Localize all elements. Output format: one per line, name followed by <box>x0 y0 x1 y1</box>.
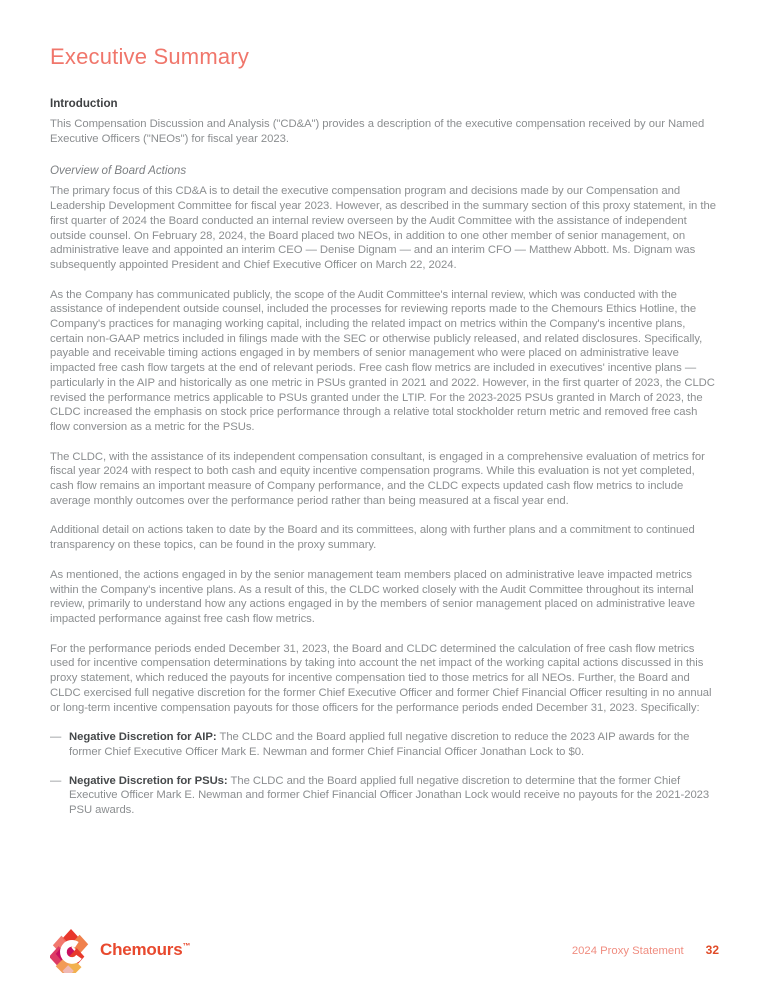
paragraph: As the Company has communicated publicly, the scope of the Audit Committee's internal review, which was conducted with the assistance of independent outside counsel, included the processes for reviewing reports made to the Chemours Ethics Hotline, the Company's practices for managing working capital, including the related impact on metrics within the Company's incentive plans, certain non-GAAP metrics included in filings made with the SEC or otherwise publicly released, and related disclosures. Specifically, payable and receivable timing actions engaged in by members of senior management who were placed on administrative leave impacted free cash flow targets at the end of relevant periods. Free cash flow metrics are included in executives' incentive plans — particularly in the AIP and historically as one metric in PSUs granted in 2021 and 2022. However, in the first quarter of 2023, the CLDC revised the performance metrics applicable to PSUs granted under the LTIP. For the 2023-2025 PSUs granted in March of 2023, the CLDC increased the emphasis on stock price performance through a relative total stockholder return metric and removed free cash flow conversion as a metric for the PSUs. <box>50 288 715 433</box>
page-footer <box>50 926 719 974</box>
doc-label: 2024 Proxy Statement <box>571 945 684 957</box>
intro-paragraph: This Compensation Discussion and Analysis ("CD&A") provides a description of the executive compensation received by our Named Executive Officers ("NEOs") for fiscal year 2023. <box>50 118 705 145</box>
brand-name: Chemours <box>100 940 183 959</box>
page-content <box>50 0 719 818</box>
page-number: 32 <box>705 943 719 957</box>
brand-lockup <box>50 927 190 973</box>
bullet-text: The CLDC and the Board applied full negative discretion to determine that the former Chief Executive Officer Mark E. Newman and former Chief Financial Officer Jonathan Lock would receive no payouts for the 2021-2023 PSU awards. <box>69 774 710 817</box>
chemours-logo-icon <box>50 927 92 973</box>
subsection-heading-overview: Overview of Board Actions <box>50 164 187 178</box>
list-item <box>50 730 719 759</box>
bullet-label: Negative Discretion for AIP: <box>69 731 217 744</box>
paragraph: As mentioned, the actions engaged in by the senior management team members placed on administrative leave impacted metrics within the Company's incentive plans. As a result of this, the CLDC worked closely with the Audit Committee throughout its internal review, primarily to understand how any actions engaged in by the members of senior management placed on administrative leave impacted performance against free cash flow metrics. <box>50 568 695 625</box>
list-item <box>50 774 719 818</box>
page-title: Executive Summary <box>50 44 250 69</box>
paragraph: For the performance periods ended December 31, 2023, the Board and CLDC determined the calculation of free cash flow metrics used for incentive compensation determinations by taking into account the net impact of the working capital actions discussed in this proxy statement, which reduced the payouts for incentive compensation tied to those metrics for all NEOs. Further, the Board and CLDC exercised full negative discretion for the former Chief Executive Officer and former Chief Financial Officer resulting in no annual or long-term incentive compensation payouts for those officers for the performance periods ended December 31, 2023. Specifically: <box>50 642 712 714</box>
dash-bullet: — <box>50 731 62 744</box>
paragraph: The CLDC, with the assistance of its independent compensation consultant, is engaged in a comprehensive evaluation of metrics for fiscal year 2024 with respect to both cash and equity incentive compensation programs. While this evaluation is not yet completed, cash flow remains an important measure of Company performance, and the CLDC expects updated cash flow metrics to include average monthly outcomes over the performance period rather than being measured at a fiscal year end. <box>50 450 705 507</box>
negative-discretion-list <box>50 730 719 818</box>
bullet-text: The CLDC and the Board applied full negative discretion to reduce the 2023 AIP awards for the former Chief Executive Officer Mark E. Newman and former Chief Financial Officer Jonathan Lock to $0. <box>69 731 690 758</box>
paragraph: The primary focus of this CD&A is to detail the executive compensation program and decisions made by our Compensation and Leadership Development Committee for fiscal year 2023. However, as described in the summary section of this proxy statement, in the first quarter of 2024 the Board conducted an internal review overseen by the Audit Committee with the assistance of independent outside counsel. On February 28, 2024, the Board placed two NEOs, in addition to one other member of senior management, on administrative leave and appointed an interim CEO — Denise Dignam — and an interim CFO — Matthew Abbott. Ms. Dignam was subsequently appointed President and Chief Executive Officer on March 22, 2024. <box>50 185 716 271</box>
brand-wordmark <box>100 940 190 960</box>
bullet-label: Negative Discretion for PSUs: <box>69 774 228 787</box>
dash-bullet: — <box>50 774 62 787</box>
footer-pagination <box>572 943 719 957</box>
section-heading-introduction: Introduction <box>50 97 118 110</box>
paragraph: Additional detail on actions taken to date by the Board and its committees, along with further plans and a commitment to continued transparency on these topics, can be found in the proxy summary. <box>50 524 695 552</box>
trademark-symbol: ™ <box>182 941 191 951</box>
